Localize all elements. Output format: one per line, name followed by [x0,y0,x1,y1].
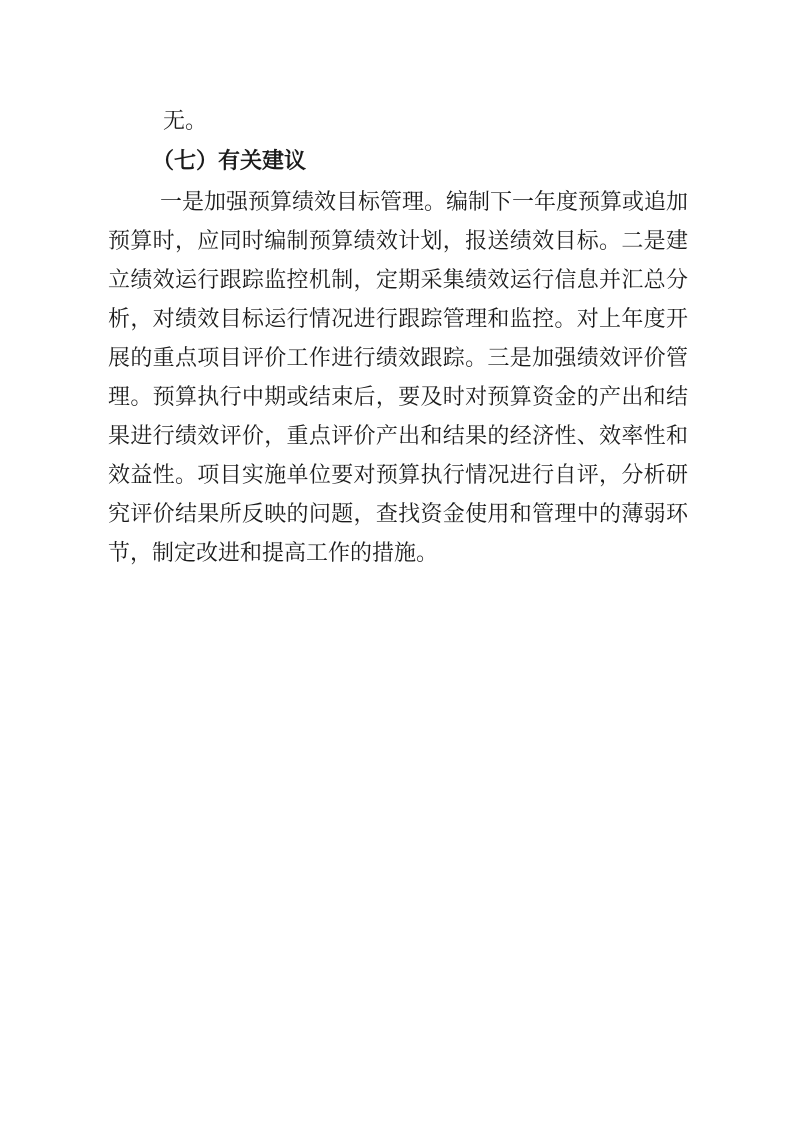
paragraph-none: 无。 [163,109,208,134]
paragraph-line: 一是加强预算绩效目标管理。编制下一年度预算或追加 [160,190,689,215]
paragraph-line: 理。预算执行中期或结束后，要及时对预算资金的产出和结 [108,385,688,410]
paragraph-line: 预算时，应同时编制预算绩效计划，报送绩效目标。二是建 [108,229,688,254]
paragraph-line: 展的重点项目评价工作进行绩效跟踪。三是加强绩效评价管 [108,346,688,371]
paragraph-line: 究评价结果所反映的问题，查找资金使用和管理中的薄弱环 [108,502,688,527]
recommendations-paragraph [108,183,688,573]
paragraph-line: 立绩效运行跟踪监控机制，定期采集绩效运行信息并汇总分 [108,268,688,293]
paragraph-line: 析，对绩效目标运行情况进行跟踪管理和监控。对上年度开 [108,307,688,332]
section-heading-recommendations: （七）有关建议 [152,148,307,174]
paragraph-line: 节，制定改进和提高工作的措施。 [108,541,439,566]
paragraph-line: 果进行绩效评价，重点评价产出和结果的经济性、效率性和 [108,424,688,449]
paragraph-line: 效益性。项目实施单位要对预算执行情况进行自评，分析研 [108,463,688,488]
